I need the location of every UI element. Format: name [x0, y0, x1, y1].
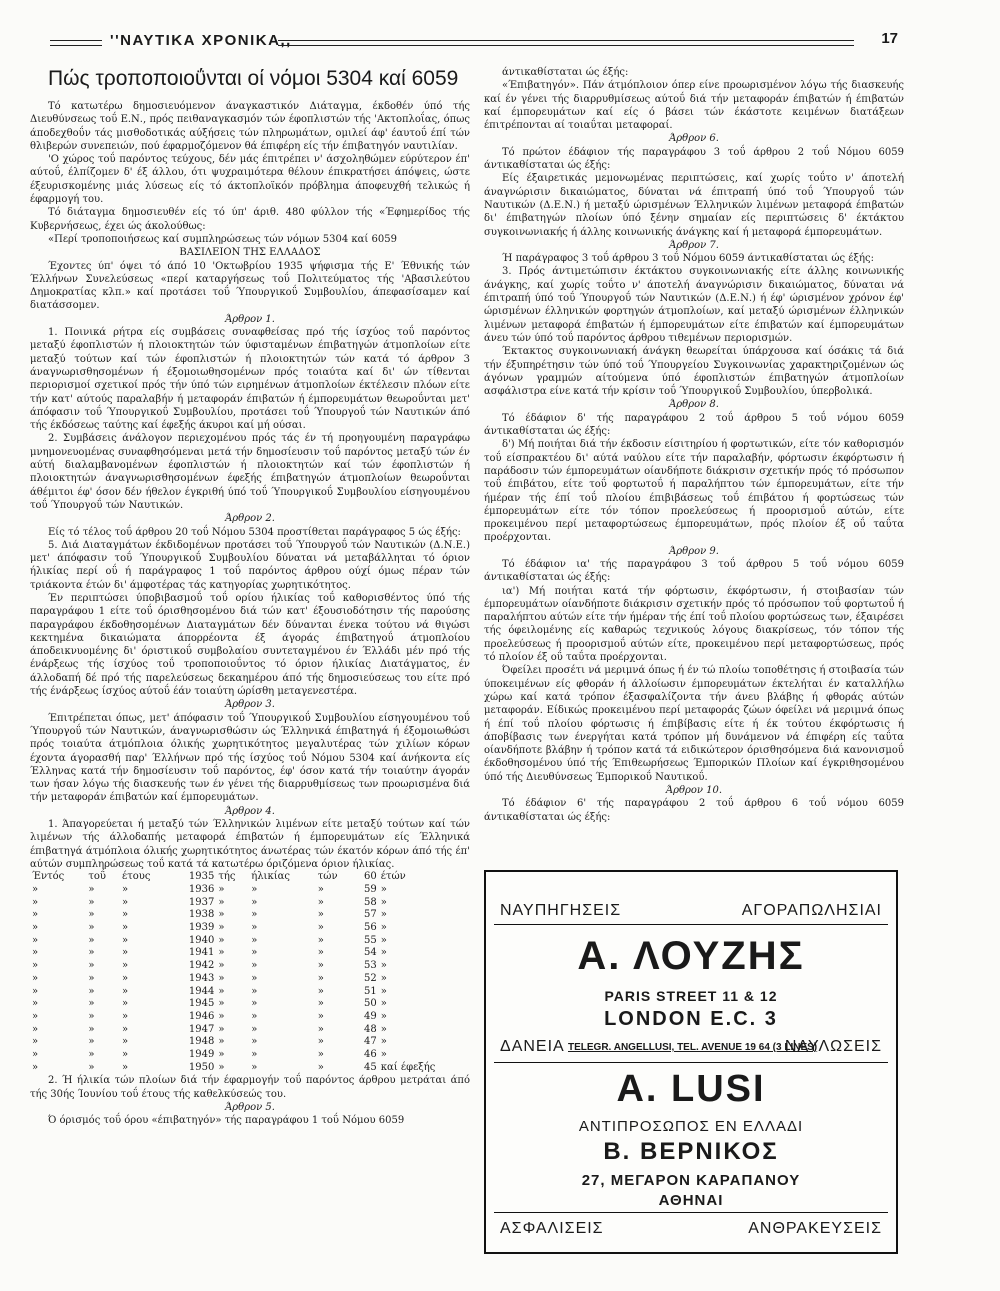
- after-table: [30, 1074, 470, 1101]
- table-row: [30, 998, 470, 1011]
- table-cell: »: [251, 1061, 258, 1073]
- table-cell: 60: [364, 871, 377, 883]
- table-cell: »: [88, 1023, 95, 1035]
- ad-address: 27, ΜΕΓΑΡΟΝ ΚΑΡΑΠΑΝΟΥ: [581, 1172, 801, 1189]
- table-cell: 1942: [188, 960, 215, 972]
- paragraph: Έν περιπτώσει ύποβιβασμοΰ τοΰ ορίου ήλικίας τοΰ καθορισθέντος ύπό τής παραγράφου 1 είτε τοΰ όρισθησομένου διά τών κατ' έξουσιοδότησιν τής παρούσης παραγράφου έκδοθησομένων Διαταγμάτων δέν δύνανται ένεκα τούτου νά θιγώσι κεκτημένα δικαιώματα άπορρέοντα έξ άγοράς έπιβατηγοΰ άτμοπλοίου άποδεικνυομένης δι' όριστικοΰ συμβολαίου συντεταγμένου έν Έλλάδι μέν πρό τής ένάρξεως τής ίσχύος τοΰ τροποποιοΰντος τό όριον ήλικίας Διατάγματος, έν άλλοδαπή δέ πρό τής παρελεύσεως δεκαημέρου άπό τής δημοσιεύσεως του είτε πρό τής ένάρξεως ίσχύος αύτοΰ έάν τοιαύτη ώρίσθη μεταγενεστέρα.: [30, 592, 470, 698]
- table-cell: »: [32, 883, 39, 895]
- table-cell: 1936: [188, 883, 215, 895]
- table-cell: τής: [218, 871, 236, 883]
- table-cell: »: [218, 1023, 225, 1035]
- table-cell: 49: [364, 1010, 377, 1022]
- table-row: [30, 1049, 470, 1062]
- table-cell: 1943: [188, 972, 215, 984]
- table-cell: 46: [364, 1049, 377, 1061]
- table-cell: ήλικίας: [251, 871, 290, 883]
- table-cell: »: [317, 1049, 324, 1061]
- table-cell: έτους: [122, 871, 151, 883]
- table-cell: »: [32, 1036, 39, 1048]
- table-row: [30, 1062, 470, 1075]
- table-cell: 48: [364, 1023, 377, 1035]
- table-cell: »: [380, 947, 387, 959]
- table-row: [30, 922, 470, 935]
- table-cell: καί έφεξής: [380, 1061, 436, 1073]
- table-cell: »: [251, 934, 258, 946]
- table-cell: 55: [364, 934, 377, 946]
- table-cell: »: [251, 998, 258, 1010]
- table-cell: 54: [364, 947, 377, 959]
- age-limit-table: [30, 871, 470, 1074]
- table-cell: »: [380, 1049, 387, 1061]
- article-headline: Πώς τροποποιοΰνται οί νόμοι 5304 καί 6059: [48, 67, 459, 90]
- table-cell: »: [122, 947, 129, 959]
- table-cell: »: [88, 883, 95, 895]
- table-cell: »: [88, 1036, 95, 1048]
- table-cell: »: [32, 1023, 39, 1035]
- table-cell: τοΰ: [88, 871, 107, 883]
- table-cell: »: [317, 960, 324, 972]
- ad-sales: ΑΓΟΡΑΠΩΛΗΣΙΑΙ: [741, 902, 882, 919]
- article-10-heading: Άρθρον 10.: [665, 785, 723, 797]
- article-5-body: [30, 1114, 470, 1127]
- table-cell: »: [88, 934, 95, 946]
- ad-loans: ΔΑΝΕΙΑ: [500, 1038, 565, 1055]
- paragraph: Τό έδάφιον 6' τής παραγράφου 2 τοΰ άρθρου 6 τοΰ νόμου 6059 άντικαθίσταται ώς έξής:: [484, 798, 904, 823]
- paragraph: Έπιτρέπεται όπως, μετ' άπόφασιν τοΰ Ύπουργικοΰ Συμβουλίου είσηγουμένου τοΰ Ύπουργοΰ τών Ναυτικών, άναγνωρισθώσιν ώς Έλληνικά έπιβατηγά ή έξομοιωθώσι πρός τοιαύτα άτμόπλοια όλικής χωρητικότητος μεγαλυτέρας τών χιλίων κόρων έχοντα άγορασθή παρ' Έλλήνων πρό τής ίσχύος τοΰ Νόμου 5304 καί άνήκοντα είς Έλληνας κατά τήν δημοσίευσιν τοΰ παρόντος, έφ' όσον κατά τήν τοιαύτην άγοράν των ήσαν λόγω τής διασκευής των έν γένει τής διαρρυθμίσεως των προωρισμένα διά τήν μεταφοράν έπιβατών καί έμπορευμάτων.: [30, 712, 470, 804]
- table-cell: »: [218, 909, 225, 921]
- table-cell: »: [122, 960, 129, 972]
- paragraph: «Έπιβατηγόν». Πάν άτμόπλοιον όπερ είνε προωρισμένον λόγω τής διασκευής καί έν γένει τής διαρρυθμίσεως αύτοΰ διά τήν μεταφοράν έπιβατών ή έπιβατών καί έμπορευμάτων καί είς ό βάσει τών έκάστοτε κειμένων διατάξεων έπιτρέπονται αί τοιαΰται μεταφοραί.: [484, 80, 904, 132]
- paragraph: δ') Μή ποιήται διά τήν έκδοσιν είσιτηρίου ή φορτωτικών, είτε τόν καθορισμόν τοΰ είσπρακτέου δι' αύτά ναύλου είτε τήν παραλαβήν, φόρτωσιν έκφόρτωσιν ή παράδοσιν τών έμπορευμάτων οίανδήποτε διάκρισιν σχετικήν πρός τό πρόσωπον τοΰ έπιβάτου, είτε τοΰ φορτωτοΰ ή παραλήπτου τών έμπορευμάτων, είτε τήν ήμέραν τής έπί τοΰ πλοίου έπιβιβάσεως τοΰ έπιβάτου ή φορτώσεως τών έμπορευμάτων είτε τόν τόπον προελεύσεως ή προορισμοΰ αύτών, είτε προκειμένου περί μεταφορτώσεως έμπορευμάτων, πρός πλοίον έξ οΰ ταΰτα προέρχονται.: [484, 439, 904, 544]
- article-2-heading: Άρθρον 2.: [225, 513, 275, 525]
- table-cell: »: [218, 985, 225, 997]
- paragraph: 3. Πρός άντιμετώπισιν έκτάκτου συγκοινωνιακής είτε άλλης κοινωνικής άνάγκης, καί χωρίς τοΰτο ν' άποτελή άναγνώρισιν δικαιώματος, δύναται νά έπιτραπή ύπό τοΰ Ύπουργοΰ τών Ναυτικών (Δ.Ε.Ν.) ή έφ' ώρισμένον χρόνον έφ' ώρισμένων έλληνικών φορτηγών άτμοπλοίων, καί μεταξύ ώρισμένων έλληνικών λιμένων μεταφορά έπιβατών ή έμπορευμάτων είτε έπιβατών καί έμπορευμάτων άνευ τών ύπό τοΰ παρόντος άρθρου τιθεμένων περιορισμών.: [484, 266, 904, 344]
- paragraph: Είς έξαιρετικάς μεμονωμένας περιπτώσεις, καί χωρίς τοΰτο ν' άποτελή άναγνώρισιν δικαιώματος, δύναται νά έπιτραπή ύπό τοΰ Ύπουργοΰ τών Ναυτικών (Δ.Ε.Ν.) ή μεταξύ ώρισμένων Έλληνικών λιμένων μεταφορά έπιβατών δι' έπιβατηγών πλοίων ύπό ξένην σημαίαν είς περιπτώσεις δ' έκτάκτου συγκοινωνιακής ή άλλης κοινωνικής άνάγκης καί ή μεταφορά έμπορευμάτων.: [484, 173, 904, 238]
- article-8-body: [484, 412, 904, 545]
- table-cell: »: [317, 1061, 324, 1073]
- table-cell: »: [218, 1049, 225, 1061]
- table-cell: »: [251, 1036, 258, 1048]
- table-cell: 1946: [188, 1010, 215, 1022]
- table-cell: »: [317, 985, 324, 997]
- preamble: [30, 260, 470, 313]
- table-cell: 1941: [188, 947, 215, 959]
- table-cell: »: [218, 1061, 225, 1073]
- article-7-heading: Άρθρον 7.: [669, 239, 719, 251]
- table-cell: »: [251, 1010, 258, 1022]
- table-cell: 45: [364, 1061, 377, 1073]
- table-cell: »: [317, 972, 324, 984]
- table-cell: »: [32, 1049, 39, 1061]
- ad-agent-name: Β. ΒΕΡΝΙΚΟΣ: [603, 1138, 779, 1165]
- table-cell: »: [317, 883, 324, 895]
- table-cell: 53: [364, 960, 377, 972]
- table-cell: έτών: [380, 871, 406, 883]
- table-cell: »: [380, 909, 387, 921]
- table-row: [30, 884, 470, 897]
- table-cell: »: [88, 922, 95, 934]
- table-cell: »: [88, 1061, 95, 1073]
- table-cell: »: [122, 934, 129, 946]
- table-cell: 51: [364, 985, 377, 997]
- magazine-title: ''ΝΑΥΤΙΚΑ ΧΡΟΝΙΚΑ,,: [110, 32, 292, 49]
- ad-rule-3: [494, 1212, 888, 1213]
- table-cell: »: [88, 972, 95, 984]
- table-cell: »: [380, 960, 387, 972]
- paragraph: 'Ο χώρος τοΰ παρόντος τεύχους, δέν μάς έπιτρέπει ν' άσχοληθώμεν εύρύτερον έπ' αύτοΰ, έλπίζομεν δ' έξ άλλου, ότι ψυχραιμότερα θέλουν έπικρατήσει άπόψεις, ώστε έξευρισκομένης μιάς λύσεως είς τό άκτοπλοϊκόν πρόβλημα άποφευχθή τελικώς ή έφαρμογή του.: [30, 154, 470, 206]
- table-cell: »: [317, 934, 324, 946]
- table-cell: »: [251, 1049, 258, 1061]
- paragraph: Τό πρώτον έδάφιον τής παραγράφου 3 τοΰ άρθρου 2 τοΰ Νόμου 6059 άντικαθίσταται ώς έξής:: [484, 146, 904, 172]
- table-cell: »: [317, 1023, 324, 1035]
- table-cell: »: [122, 1023, 129, 1035]
- table-cell: »: [317, 1010, 324, 1022]
- table-cell: 50: [364, 998, 377, 1010]
- ad-street: PARIS STREET 11 & 12: [604, 988, 778, 1004]
- paragraph: 2. Ή ήλικία τών πλοίων διά τήν έφαρμογήν τοΰ παρόντος άρθρου μετράται άπό τής 30ής Ίουνίου τοΰ έτους τής καθελκύσεώς του.: [30, 1075, 470, 1100]
- table-row: [30, 960, 470, 973]
- ad-rule-1: [494, 924, 888, 925]
- advertisement: [484, 870, 898, 1254]
- table-cell: 1938: [188, 909, 215, 921]
- table-cell: »: [32, 998, 39, 1010]
- ad-latin-name: A. LUSI: [616, 1068, 766, 1110]
- table-cell: »: [88, 909, 95, 921]
- table-cell: »: [32, 934, 39, 946]
- table-cell: »: [32, 909, 39, 921]
- table-row: [30, 897, 470, 910]
- table-cell: »: [122, 922, 129, 934]
- article-7-body: [484, 252, 904, 398]
- paragraph: Τό κατωτέρω δημοσιευόμενον άναγκαστικόν Διάταγμα, έκδοθέν ύπό τής Διευθύνσεως τοΰ Ε.Ν., πρός πειθαναγκασμόν τών έφοπλιστών τής 'Ακτοπλοΐας, όπως άποδεχθοΰν τάς μισθοδοτικάς αύξήσεις τών πληρωμάτων, ομιλεί άφ' έαυτοΰ έπί τών θλιβερών συνεπειών, πού έφαρμοζόμενον θά έπιφέρη είς τήν έπιβατηγόν ναυτιλίαν.: [30, 101, 470, 152]
- table-cell: »: [32, 1061, 39, 1073]
- header-rule-right: [278, 40, 854, 46]
- table-cell: 56: [364, 922, 377, 934]
- table-cell: 1945: [188, 998, 215, 1010]
- table-cell: 1947: [188, 1023, 215, 1035]
- table-cell: »: [251, 922, 258, 934]
- table-cell: »: [317, 896, 324, 908]
- header-rule-left: [50, 40, 102, 46]
- article-5-heading: Άρθρον 5.: [225, 1102, 275, 1114]
- table-cell: »: [218, 883, 225, 895]
- table-row: [30, 871, 470, 884]
- table-cell: »: [218, 922, 225, 934]
- table-cell: »: [32, 922, 39, 934]
- paragraph: 1. Άπαγορεύεται ή μεταξύ τών Έλληνικών λιμένων είτε μεταξύ τούτων καί τών λιμένων τής άλλοδαπής μεταφορά έπιβατών ή έμπορευμάτων είς Έλληνικά έπιβατηγά άτμόπλοια όλικής χωρητικότητος άνωτέρας τών έκατόν κόρων άπό τής έπ' αύτών συμπληρώσεως τοΰ κατά τά κατωτέρω όριζόμενα όριον ήλικίας.: [30, 819, 470, 870]
- table-cell: 1935: [188, 871, 215, 883]
- ad-insurance: ΑΣΦΑΛΙΣΕΙΣ: [500, 1220, 604, 1237]
- table-cell: »: [380, 985, 387, 997]
- table-cell: »: [32, 1010, 39, 1022]
- ad-agent-line: ΑΝΤΙΠΡΟΣΩΠΟΣ ΕΝ ΕΛΛΑΔΙ: [578, 1118, 804, 1135]
- table-cell: »: [122, 1061, 129, 1073]
- paragraph: «Περί τροποποιήσεως καί συμπληρώσεως τών νόμων 5304 καί 6059: [48, 233, 397, 245]
- article-4-body: [30, 818, 470, 871]
- table-cell: 1948: [188, 1036, 215, 1048]
- table-row: [30, 947, 470, 960]
- kingdom-heading: ΒΑΣΙΛΕΙΟΝ ΤΗΣ ΕΛΛΑΔΟΣ: [179, 247, 321, 259]
- table-cell: »: [317, 922, 324, 934]
- table-cell: »: [251, 947, 258, 959]
- table-cell: Έντός: [32, 871, 65, 883]
- right-continuation: [484, 66, 904, 132]
- table-cell: »: [122, 972, 129, 984]
- ad-city: LONDON E.C. 3: [604, 1008, 778, 1030]
- intro-paragraphs: [30, 100, 470, 246]
- article-8-heading: Άρθρον 8.: [669, 399, 719, 411]
- table-cell: »: [317, 909, 324, 921]
- table-cell: »: [251, 909, 258, 921]
- article-1-heading: Άρθρον 1.: [225, 313, 275, 325]
- table-row: [30, 973, 470, 986]
- right-column: [484, 66, 904, 824]
- table-row: [30, 935, 470, 948]
- table-cell: »: [380, 896, 387, 908]
- paragraph: Έχοντες ύπ' όψει τό άπό 10 'Οκτωβρίου 1935 ψήφισμα τής Ε' Έθνικής τών Έλλήνων Συνελεύσεως «περί καταργήσεως τοΰ Πολιτεύματος τής 'Αβασιλεύτου Δημοκρατίας κλπ.» καί προτάσει τοΰ Ύπουργικοΰ Συμβουλίου, άπεφασίσαμεν καί διατάσσομεν.: [30, 260, 470, 312]
- table-cell: 1944: [188, 985, 215, 997]
- paragraph: 1. Ποινικά ρήτρα είς συμβάσεις συναφθείσας πρό τής ίσχύος τοΰ παρόντος μεταξύ έφοπλιστών ή πλοιοκτητών τών ύφισταμένων έπιβατηγών άτμοπλοίων είτε μεταξύ τούτων καί τών έφοπλιστών ή πλοιοκτητών τών κατά τό άρθρον 3 άναγνωρισθησομένων ή έξομοιωθησομένων πρός τοιαύτα καί δι' ών τίθενται περιορισμοί σχετικοί πρός τήν ύπό τών ειρημένων άτμοπλοίων έκτέλεσιν πλόων είτε τήν κατ' αύτούς παραλαβήν ή μεταφοράν έπιβατών ή έμπορευμάτων θεωροΰνται μετ' άπόφασιν τοΰ Ύπουργικοΰ Συμβουλίου, προτάσει τοΰ Ύπουργοΰ τών Ναυτικών άπό τής έκδόσεως ταύτης καί έφεξής άκυροι καί μή ούσαι.: [30, 327, 470, 432]
- page-header: [50, 32, 898, 54]
- ad-telegraph: TELEGR. ANGELLUSI, TEL. AVENUE 19 64 (3 LINES): [568, 1042, 818, 1053]
- table-row: [30, 909, 470, 922]
- table-cell: »: [88, 947, 95, 959]
- table-cell: 59: [364, 883, 377, 895]
- paragraph: Τό έδάφιον δ' τής παραγράφου 2 τοΰ άρθρου 5 τοΰ νόμου 6059 άντικαθίσταται ώς έξής:: [484, 412, 904, 438]
- table-cell: »: [380, 883, 387, 895]
- ad-charters: ΝΑΥΛΩΣΕΙΣ: [784, 1038, 882, 1055]
- paragraph: Ή παράγραφος 3 τοΰ άρθρου 3 τοΰ Νόμου 6059 άντικαθίσταται ώς έξής:: [502, 253, 874, 265]
- table-cell: »: [122, 909, 129, 921]
- table-cell: »: [251, 896, 258, 908]
- table-cell: »: [88, 1049, 95, 1061]
- table-cell: »: [218, 998, 225, 1010]
- paragraph: Όφείλει προσέτι νά μεριμνά όπως ή έν τώ πλοίω τοποθέτησις ή στοιβασία τών ύποκειμένων είς φθοράν ή άλλοίωσιν έμπορευμάτων έκτελήται έν καταλλήλω χώρω καί κατά τρόπον έξασφαλίζοντα τήν άνευ βλάβης ή φθοράς αύτών μεταφοράν. Είδικώς προκειμένου περί μεταφοράς ζώων όφείλει νά μεριμνά όπως ή έπί τοΰ πλοίου φόρτωσις ή έπιβίβασις είτε ή έκ τούτου έκφόρτωσις ή άποβίβασις των ένεργήται κατά τρόπον μή δυνάμενον νά έπιφέρη είς ταΰτα οίανδήποτε βλάβην ή τρόπον κατά τά ειδικώτερον όρισθησόμενα διά κανονισμοΰ έκδοθησομένου ύπό τής Έπιθεωρήσεως Έμπορικών Πλοίων καί έγκριθησομένου ύπό τής Διευθύνσεως Έμπορικοΰ Ναυτικοΰ.: [484, 665, 904, 783]
- table-cell: »: [218, 972, 225, 984]
- table-cell: 58: [364, 896, 377, 908]
- table-cell: 1950: [188, 1061, 215, 1073]
- table-row: [30, 1036, 470, 1049]
- table-cell: »: [32, 947, 39, 959]
- table-cell: 47: [364, 1036, 377, 1048]
- table-cell: »: [380, 1010, 387, 1022]
- article-10-body: [484, 797, 904, 824]
- paragraph: Τό διάταγμα δημοσιευθέν είς τό ύπ' άριθ. 480 φύλλον τής «Έφημερίδος τής Κυβερνήσεως, έχει ώς άκολούθως:: [30, 207, 470, 232]
- table-cell: 1937: [188, 896, 215, 908]
- table-cell: »: [122, 985, 129, 997]
- table-cell: »: [380, 998, 387, 1010]
- table-cell: »: [380, 972, 387, 984]
- ad-company-name: Α. ΛΟΥΖΗΣ: [577, 934, 805, 978]
- table-cell: »: [122, 883, 129, 895]
- table-cell: »: [251, 972, 258, 984]
- ad-rule-2: [494, 1062, 888, 1063]
- paragraph: Ό όρισμός τοΰ όρου «έπιβατηγόν» τής παραγράφου 1 τοΰ Νόμου 6059: [48, 1115, 405, 1127]
- paragraph: 5. Διά Διαταγμάτων έκδιδομένων προτάσει τοΰ Ύπουργοΰ τών Ναυτικών (Δ.Ν.Ε.) μετ' άπόφασιν τοΰ Ύπουργικοΰ Συμβουλίου δύναται νά μεταβάλληται τό όριον ήλικίας περί οΰ ή παράγραφος 1 τοΰ παρόντος άρθρου ούχί όμως πέραν τών τριάκοντα έτών δι' άμφοτέρας τάς κατηγορίας χωρητικότητος.: [30, 539, 470, 591]
- page-number: 17: [881, 30, 898, 47]
- table-cell: »: [32, 972, 39, 984]
- table-cell: »: [317, 947, 324, 959]
- article-6-heading: Άρθρον 6.: [669, 133, 719, 145]
- ad-coaling: ΑΝΘΡΑΚΕΥΣΕΙΣ: [748, 1220, 882, 1237]
- table-cell: »: [122, 1010, 129, 1022]
- table-cell: »: [218, 1036, 225, 1048]
- table-cell: »: [251, 960, 258, 972]
- table-cell: »: [380, 922, 387, 934]
- article-9-heading: Άρθρον 9.: [669, 545, 719, 557]
- table-cell: »: [122, 896, 129, 908]
- table-cell: »: [251, 883, 258, 895]
- table-cell: »: [317, 998, 324, 1010]
- table-cell: »: [218, 960, 225, 972]
- table-cell: τών: [317, 871, 338, 883]
- ad-athens: ΑΘΗΝΑΙ: [658, 1192, 724, 1209]
- article-9-body: [484, 558, 904, 784]
- ad-shipbuilding: ΝΑΥΠΗΓΗΣΕΙΣ: [500, 902, 622, 919]
- table-cell: »: [32, 985, 39, 997]
- article-6-body: [484, 146, 904, 239]
- article-4-heading: Άρθρον 4.: [225, 805, 275, 817]
- table-cell: »: [380, 934, 387, 946]
- table-cell: »: [380, 1036, 387, 1048]
- paragraph: Έκτακτος συγκοινωνιακή άνάγκη θεωρείται ύπάρχουσα καί όσάκις τά διά τήν έξυπηρέτησιν τών ύπό τοΰ Ύπουργείου Συγκοινωνίας χαρακτηριζομένων ώς άγόνων γραμμών αίτούμενα ύπό έφοπλιστών έπιβατηγών άτμοπλοίων ασφάλιστρα είνε κατά τήν κρίσιν τοΰ Ύπουργικοΰ Συμβουλίου, ύπερβολικά.: [484, 346, 904, 398]
- table-cell: »: [88, 985, 95, 997]
- article-2-body: [30, 526, 470, 699]
- table-cell: »: [218, 934, 225, 946]
- article-3-body: [30, 712, 470, 805]
- table-cell: »: [88, 1010, 95, 1022]
- table-cell: 1949: [188, 1049, 215, 1061]
- paragraph: άντικαθίσταται ώς έξής:: [502, 67, 629, 78]
- table-cell: »: [317, 1036, 324, 1048]
- table-cell: »: [251, 985, 258, 997]
- table-cell: »: [122, 1036, 129, 1048]
- article-3-heading: Άρθρον 3.: [225, 699, 275, 711]
- table-cell: »: [32, 896, 39, 908]
- table-cell: »: [88, 960, 95, 972]
- paragraph: ια') Μή ποιήται κατά τήν φόρτωσιν, έκφόρτωσιν, ή στοιβασίαν τών έμπορευμάτων οίανδήποτε διάκρισιν σχετικήν πρός τό πρόσωπον τοΰ φορτωτοΰ ή παραλήπτου αύτών είτε τήν ήμέραν τής έπί τοΰ πλοίου φορτώσεως των, έξαιρέσει τής όφειλομένης είς καθαρώς τεχνικούς λόγους διακρίσεως, τόν τόπον τής προελεύσεως ή προορισμοΰ αύτών είτε, προκειμένου περί μεταφορτώσεως, πρός τό πλοίον έξ οΰ ταΰτα προέρχονται.: [484, 585, 904, 664]
- table-cell: »: [218, 896, 225, 908]
- left-column: [30, 66, 470, 1128]
- table-row: [30, 1011, 470, 1024]
- table-cell: 57: [364, 909, 377, 921]
- paragraph: Είς τό τέλος τοΰ άρθρου 20 τοΰ Νόμου 5304 προστίθεται παράγραφος 5 ώς έξής:: [48, 526, 461, 538]
- table-cell: »: [380, 1023, 387, 1035]
- table-cell: 52: [364, 972, 377, 984]
- article-1-body: [30, 326, 470, 512]
- table-cell: »: [218, 947, 225, 959]
- table-cell: »: [88, 998, 95, 1010]
- paragraph: 2. Συμβάσεις άνάλογον περιεχομένου πρός τάς έν τή προηγουμένη παραγράφω μνημονευομένας συναφθησόμεναι μετά τήν δημοσίευσιν τοΰ παρόντος μεταξύ τών έν αύτή διαλαμβανομένων έφοπλιστών ή πλοιοκτητών καί τών έφοπλιστών ή πλοιοκτητών άναγνωρισθησομένων έφεξής έπιβατηγών άτμοπλοίων θεωροΰνται άθέμιτοι έφ' όσον δέν ήθελον έγκριθή ύπό τοΰ Ύπουργικοΰ Συμβουλίου είσηγουμένου τοΰ Ύπουργοΰ τών Ναυτικών.: [30, 433, 470, 511]
- table-cell: 1939: [188, 922, 215, 934]
- table-row: [30, 1024, 470, 1037]
- table-cell: »: [122, 998, 129, 1010]
- table-cell: »: [122, 1049, 129, 1061]
- table-cell: »: [88, 896, 95, 908]
- table-cell: »: [251, 1023, 258, 1035]
- paragraph: Τό έδάφιον ια' τής παραγράφου 3 τοΰ άρθρου 5 τοΰ νόμου 6059 άντικαθίσταται ώς έξής:: [484, 558, 904, 584]
- table-cell: »: [32, 960, 39, 972]
- table-cell: 1940: [188, 934, 215, 946]
- table-row: [30, 986, 470, 999]
- table-cell: »: [218, 1010, 225, 1022]
